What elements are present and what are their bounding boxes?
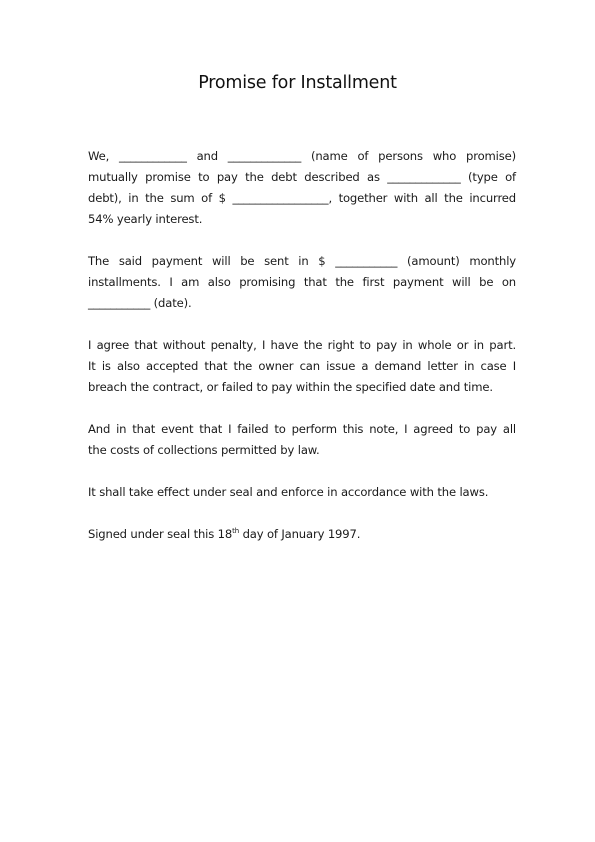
text-line: the costs of collections permitted by law. bbox=[88, 443, 320, 457]
paragraph-collection-costs bbox=[88, 419, 516, 461]
document-body bbox=[88, 146, 516, 566]
text-line: And in that event that I failed to perform this note, I agreed to pay all bbox=[88, 422, 516, 436]
text-line: breach the contract, or failed to pay within the specified date and time. bbox=[88, 380, 493, 394]
document-title: Promise for Installment bbox=[198, 73, 397, 93]
signature-ordinal-suffix: th bbox=[232, 527, 240, 535]
text-line: We, ____________ and _____________ (name of persons who promise) bbox=[88, 149, 516, 163]
paragraph-payment bbox=[88, 251, 516, 314]
text-line: installments. I am also promising that the first payment will be on bbox=[88, 275, 516, 289]
text-line: It shall take effect under seal and enforce in accordance with the laws. bbox=[88, 485, 489, 499]
text-line: The said payment will be sent in $ ___________ (amount) monthly bbox=[88, 254, 516, 268]
signature-line bbox=[88, 524, 516, 545]
signature-text-after: day of January 1997. bbox=[239, 527, 361, 541]
paragraph-seal bbox=[88, 482, 516, 503]
text-line: mutually promise to pay the debt described as _____________ (type of bbox=[88, 170, 516, 184]
paragraph-penalty bbox=[88, 335, 516, 398]
text-line: 54% yearly interest. bbox=[88, 212, 203, 226]
text-line: It is also accepted that the owner can issue a demand letter in case I bbox=[88, 359, 516, 373]
text-line: debt), in the sum of $ _________________, together with all the incurred bbox=[88, 191, 516, 205]
paragraph-parties bbox=[88, 146, 516, 230]
text-line: ___________ (date). bbox=[88, 296, 192, 310]
text-line: I agree that without penalty, I have the right to pay in whole or in part. bbox=[88, 338, 516, 352]
signature-text-before: Signed under seal this 18 bbox=[88, 527, 233, 541]
